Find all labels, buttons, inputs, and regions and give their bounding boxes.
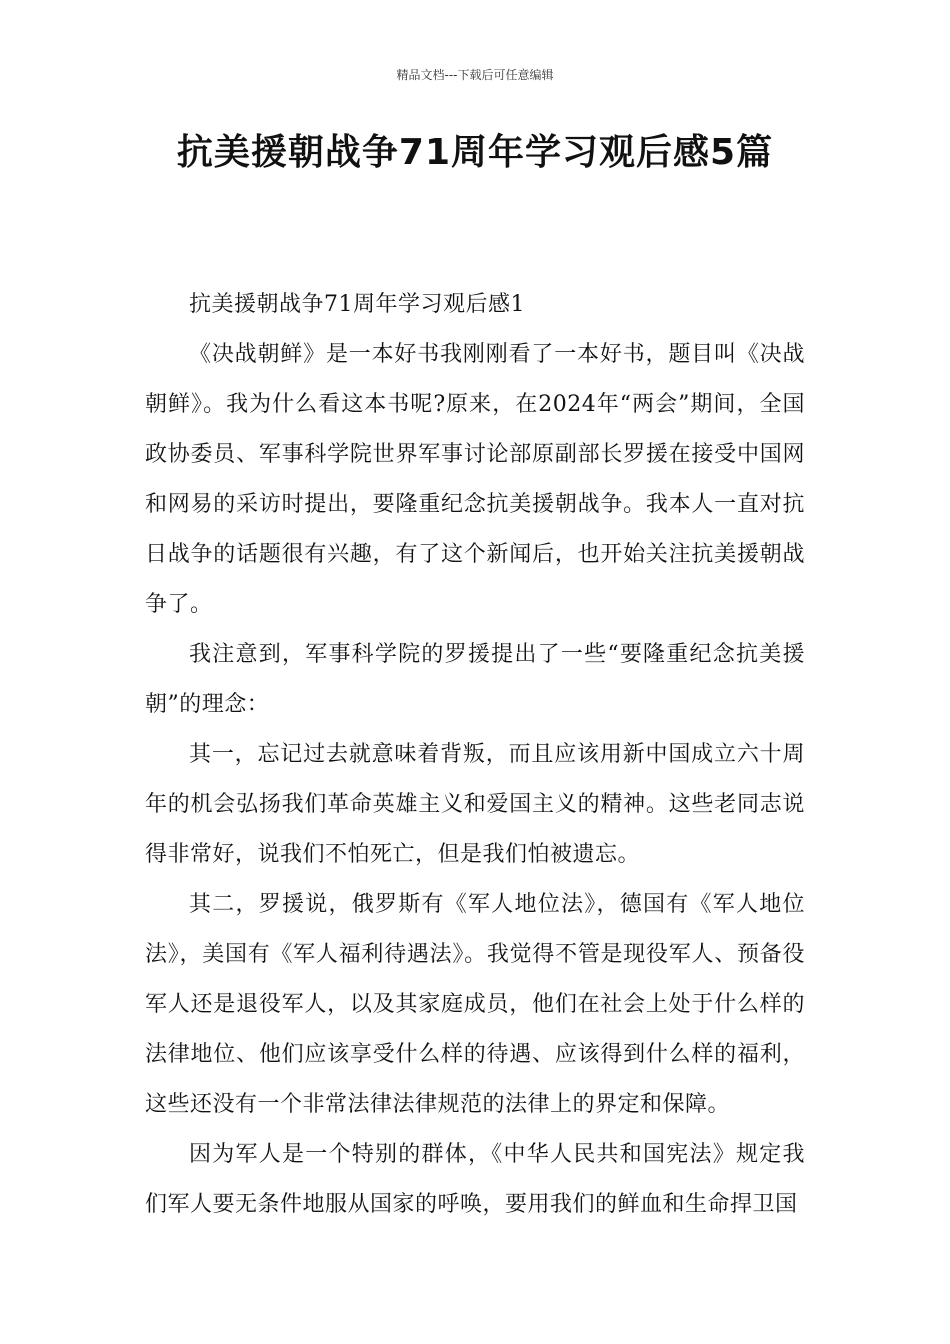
paragraph: 因为军人是一个特别的群体，《中华人民共和国宪法》规定我们军人要无条件地服从国家的呼唤，要用我们的鲜血和生命捍卫国 — [145, 1142, 805, 1217]
document-body — [145, 280, 805, 1230]
paragraph: 其一，忘记过去就意味着背叛，而且应该用新中国成立六十周年的机会弘扬我们革命英雄主义和爱国主义的精神。这些老同志说得非常好，说我们不怕死亡，但是我们怕被遗忘。 — [145, 742, 805, 867]
paragraph: 《决战朝鲜》是一本好书我刚刚看了一本好书，题目叫《决战朝鲜》。我为什么看这本书呢?原来，在2024年“两会”期间，全国政协委员、军事科学院世界军事讨论部原副部长罗援在接受中国网和网易的采访时提出，要隆重纪念抗美援朝战争。我本人一直对抗日战争的话题很有兴趣，有了这个新闻后，也开始关注抗美援朝战争了。 — [145, 342, 805, 617]
header-note: 精品文档---下载后可任意编辑 — [396, 68, 554, 82]
paragraph-subtitle: 抗美援朝战争71周年学习观后感1 — [189, 292, 525, 317]
paragraph: 我注意到，军事科学院的罗援提出了一些“要隆重纪念抗美援朝”的理念： — [145, 642, 805, 717]
document-title: 抗美援朝战争71周年学习观后感5篇 — [176, 132, 774, 173]
paragraph: 其二，罗援说，俄罗斯有《军人地位法》，德国有《军人地位法》，美国有《军人福利待遇法》。我觉得不管是现役军人、预备役军人还是退役军人，以及其家庭成员，他们在社会上处于什么样的法律地位、他们应该享受什么样的待遇、应该得到什么样的福利，这些还没有一个非常法律法律规范的法律上的界定和保障。 — [145, 892, 805, 1117]
